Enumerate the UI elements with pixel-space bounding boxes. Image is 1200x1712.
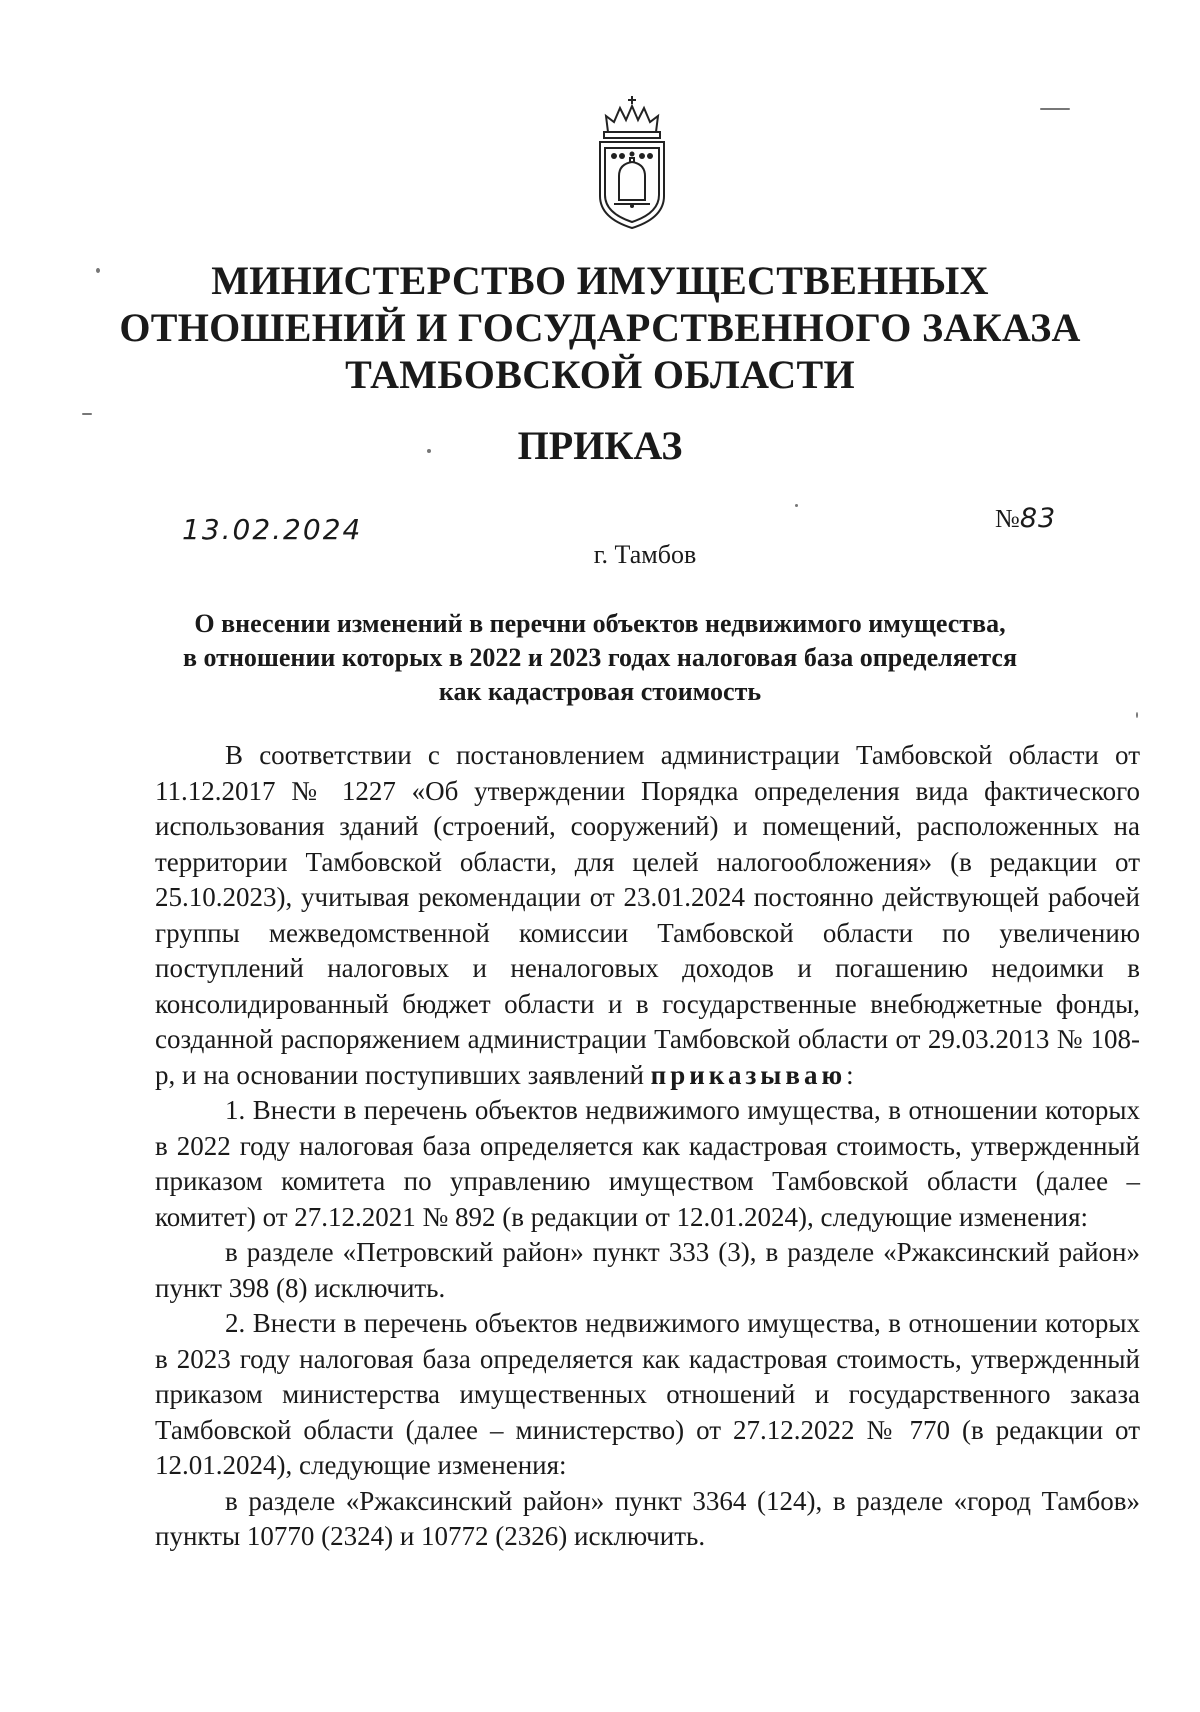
scan-speck: [1040, 108, 1070, 110]
scan-speck: [96, 268, 100, 273]
item-1-paragraph: 1. Внести в перечень объектов недвижимого имущества, в отношении которых в 2022 году налоговая база определяется как кадастровая стоимость, утвержденный приказом комитета по управлению имуществом Тамбовской области (далее – комитет) от 27.12.2021 № 892 (в редакции от 12.01.2024), следующие изменения:: [155, 1095, 1140, 1232]
preamble-text: В соответствии с постановлением администрации Тамбовской области от 11.12.2017 № 1227 «Об утверждении Порядка определения вида фактического использования зданий (строений, сооружений) и помещений, расположенных на территории Тамбовской области, для целей налогообложения» (в редакции от 25.10.2023), учитывая рекомендации от 23.01.2024 постоянно действующей рабочей группы межведомственной комиссии Тамбовской области по увеличению поступлений налоговых и неналоговых доходов и погашению недоимки в консолидированный бюджет области и в государственные внебюджетные фонды, созданной распоряжением администрации Тамбовской области от 29.03.2013 № 108-р, и на основании поступивших заявлений: [155, 740, 1140, 1090]
preamble-paragraph: [155, 738, 1140, 1093]
ministry-name-line-3: ТАМБОВСКОЙ ОБЛАСТИ: [345, 352, 855, 397]
scan-speck: [82, 413, 92, 415]
scan-speck: [1136, 712, 1138, 718]
order-keyword-colon: :: [846, 1059, 854, 1090]
subject-line-3: как кадастровая стоимость: [438, 677, 762, 706]
order-body: [155, 738, 1140, 1555]
subject-line-1: О внесении изменений в перечни объектов недвижимого имущества,: [194, 609, 1006, 638]
order-subject: [150, 607, 1050, 709]
item-2-paragraph: 2. Внести в перечень объектов недвижимого имущества, в отношении которых в 2023 году налоговая база определяется как кадастровая стоимость, утвержденный приказом министерства имущественных отношений и государственного заказа Тамбовской области (далее – министерство) от 27.12.2022 № 770 (в редакции от 12.01.2024), следующие изменения:: [155, 1308, 1140, 1480]
item-2-change-paragraph: в разделе «Ржаксинский район» пункт 3364 (124), в разделе «город Тамбов» пункты 10770 (2324) и 10772 (2326) исключить.: [155, 1485, 1140, 1551]
order-number: [995, 503, 1056, 534]
item-1-change-paragraph: в разделе «Петровский район» пункт 333 (3), в разделе «Ржаксинский район» пункт 398 (8) исключить.: [155, 1237, 1140, 1303]
handwritten-order-number: 83: [1019, 503, 1057, 534]
order-keyword: приказываю: [650, 1059, 847, 1090]
ministry-name-line-1: МИНИСТЕРСТВО ИМУЩЕСТВЕННЫХ: [211, 258, 989, 303]
scan-speck: [795, 504, 798, 507]
city-line: г. Тамбов: [593, 540, 697, 569]
subject-line-2: в отношении которых в 2022 и 2023 годах налоговая база определяется: [182, 643, 1018, 672]
ministry-name: [100, 257, 1100, 398]
order-number-label: №: [995, 504, 1020, 533]
document-type-title: ПРИКАЗ: [517, 423, 683, 468]
scan-speck: [427, 449, 431, 453]
ministry-name-line-2: ОТНОШЕНИЙ И ГОСУДАРСТВЕННОГО ЗАКАЗА: [119, 305, 1081, 350]
coat-of-arms-emblem: [592, 92, 672, 232]
handwritten-date: 13.02.2024: [182, 513, 363, 546]
